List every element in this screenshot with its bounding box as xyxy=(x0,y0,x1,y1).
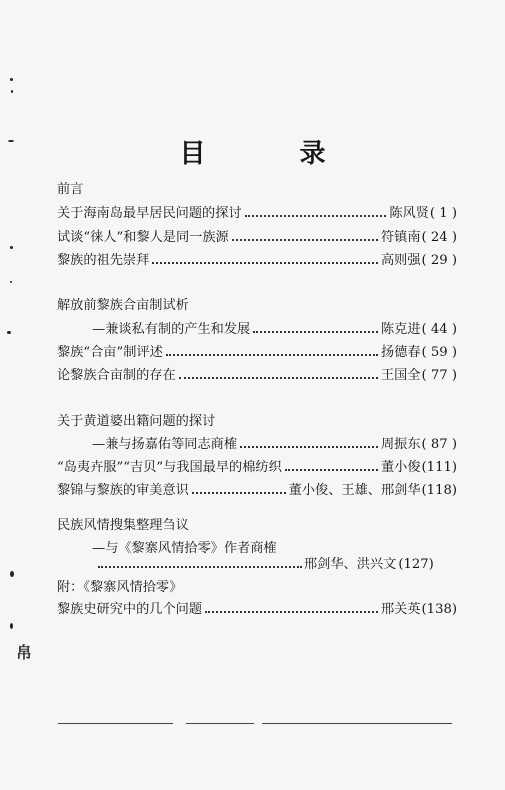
entry-page: ( 77 ) xyxy=(421,368,457,383)
entry-author: 董小俊 xyxy=(380,460,421,475)
entry-page: (138) xyxy=(421,602,457,617)
entry-author: 邢剑华、洪兴文 xyxy=(304,557,397,572)
leader-dots xyxy=(285,469,378,471)
entry-page: (111) xyxy=(421,460,457,475)
entry-title: —兼与扬嘉佑等同志商榷 xyxy=(92,437,238,452)
toc-entry[interactable] xyxy=(57,343,457,363)
toc-entry[interactable] xyxy=(57,600,457,620)
toc-heading-preface: 前言 xyxy=(57,182,84,197)
entry-page: (118) xyxy=(421,483,457,498)
scan-speck xyxy=(10,246,13,249)
entry-author: 王国全 xyxy=(380,368,421,383)
toc-entry[interactable] xyxy=(57,228,457,248)
entry-author: 董小俊、王雄、邢剑华 xyxy=(288,483,421,498)
footer-rule xyxy=(186,723,254,724)
entry-page: ( 24 ) xyxy=(421,230,457,245)
toc-heading[interactable]: 民族风情搜集整理刍议 xyxy=(57,518,189,533)
entry-page: ( 1 ) xyxy=(429,206,457,221)
leader-dots xyxy=(205,611,378,613)
toc-heading[interactable]: 关于黄道婆出籍问题的探讨 xyxy=(57,414,216,429)
entry-title: “岛夷卉服”“吉贝”与我国最早的棉纺织 xyxy=(57,460,282,475)
toc-entry[interactable] xyxy=(57,251,457,271)
page-title: 目 录 xyxy=(179,139,360,169)
toc-entry[interactable] xyxy=(92,435,457,455)
entry-author: 符镇南 xyxy=(380,230,421,245)
scan-speck xyxy=(11,90,13,93)
entry-title: 黎锦与黎族的审美意识 xyxy=(57,483,189,498)
entry-author: 陈风贤 xyxy=(389,206,429,221)
leader-dots xyxy=(253,331,378,333)
entry-author: 陈克进 xyxy=(380,322,421,337)
footer-rule xyxy=(262,723,452,724)
entry-author: 高则强 xyxy=(380,253,421,268)
entry-title: 黎族的祖先崇拜 xyxy=(57,253,150,268)
entry-title: —兼谈私有制的产生和发展 xyxy=(92,322,251,337)
entry-page: ( 29 ) xyxy=(421,253,457,268)
entry-author: 邢关英 xyxy=(380,602,421,617)
toc-entry[interactable] xyxy=(57,458,457,478)
entry-title: 黎族“合亩”制评述 xyxy=(57,345,163,360)
leader-dots xyxy=(192,492,286,494)
toc-entry-authors[interactable] xyxy=(304,555,457,575)
scan-speck xyxy=(10,281,12,283)
leader-dots xyxy=(245,215,387,217)
scan-speck xyxy=(10,78,13,81)
scan-speck xyxy=(8,140,14,142)
toc-entry[interactable] xyxy=(57,481,457,501)
scan-speck xyxy=(10,623,13,629)
entry-title: 关于海南岛最早居民问题的探讨 xyxy=(57,206,242,221)
margin-mark: 帛 xyxy=(16,643,33,662)
entry-page: ( 87 ) xyxy=(421,437,457,452)
toc-heading[interactable]: 解放前黎族合亩制试析 xyxy=(57,298,189,313)
leader-dots xyxy=(166,354,378,356)
leader-dots xyxy=(240,446,378,448)
leader-dots xyxy=(98,566,302,568)
toc-appendix[interactable]: 附：《黎寨风情拾零》 xyxy=(57,580,183,595)
entry-page: ( 44 ) xyxy=(421,322,457,337)
entry-author: 周振东 xyxy=(380,437,421,452)
entry-page: ( 59 ) xyxy=(421,345,457,360)
scan-speck xyxy=(7,331,11,334)
toc-entry[interactable] xyxy=(57,204,457,224)
toc-subtitle: —与《黎寨风情拾零》作者商榷 xyxy=(92,541,277,556)
leader-dots xyxy=(179,377,378,379)
entry-title: 论黎族合亩制的存在 xyxy=(57,368,176,383)
leader-dots xyxy=(152,262,378,264)
footer-rule xyxy=(58,723,173,724)
scan-speck xyxy=(10,571,14,577)
toc-entry[interactable] xyxy=(92,320,457,340)
entry-title: 试谈“徕人”和黎人是同一族源 xyxy=(57,230,229,245)
entry-page: (127) xyxy=(398,557,434,572)
toc-entry[interactable] xyxy=(57,366,457,386)
entry-author: 扬德春 xyxy=(380,345,421,360)
entry-title: 黎族史研究中的几个问题 xyxy=(57,602,203,617)
leader-dots xyxy=(232,239,378,241)
